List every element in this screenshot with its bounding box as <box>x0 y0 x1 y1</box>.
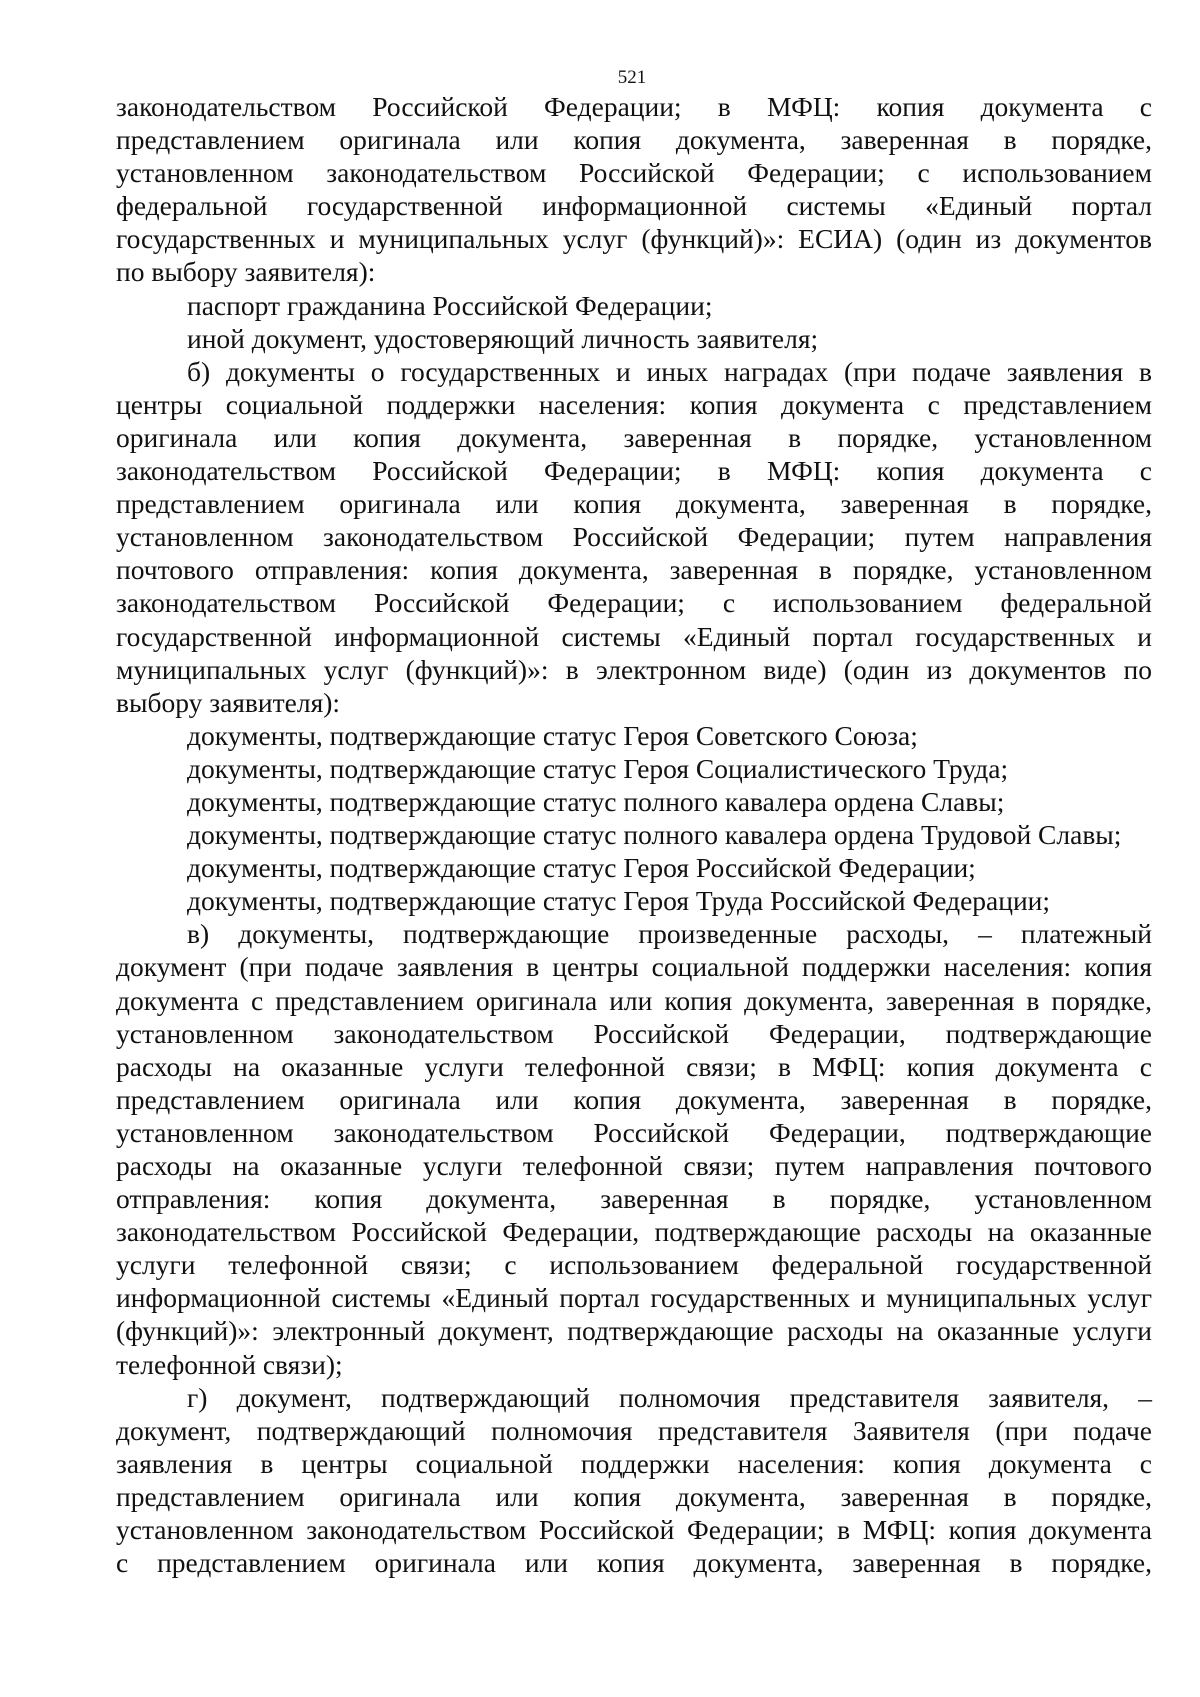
text-line: государственных и муниципальных услуг (функций)»: ЕСИА) (один из документов <box>116 223 1152 255</box>
text-line: с представлением оригинала или копия документа, заверенная в порядке, <box>116 1547 1152 1579</box>
text-line: законодательством Российской Федерации, подтверждающие расходы на оказанные <box>116 1216 1152 1248</box>
text-line: документ, подтверждающий полномочия представителя Заявителя (при подаче <box>116 1414 1152 1446</box>
text-line: паспорт гражданина Российской Федерации; <box>187 289 713 321</box>
text-line: отправления: копия документа, заверенная в порядке, установленном <box>116 1183 1152 1215</box>
text-line: документы, подтверждающие статус Героя Российской Федерации; <box>187 852 976 884</box>
text-line: документы, подтверждающие статус полного кавалера ордена Трудовой Славы; <box>187 819 1122 851</box>
text-line: оригинала или копия документа, заверенная в порядке, установленном <box>116 421 1152 453</box>
text-line: законодательством Российской Федерации; с использованием федеральной <box>116 587 1152 619</box>
text-line: иной документ, удостоверяющий личность заявителя; <box>187 322 819 354</box>
text-line: представлением оригинала или копия документа, заверенная в порядке, <box>116 488 1152 520</box>
text-line: представлением оригинала или копия документа, заверенная в порядке, <box>116 124 1152 156</box>
text-line: федеральной государственной информационной системы «Единый портал <box>116 190 1152 222</box>
text-line: документы, подтверждающие статус Героя Советского Союза; <box>187 719 918 751</box>
text-line: расходы на оказанные услуги телефонной связи; в МФЦ: копия документа с <box>116 1050 1152 1082</box>
text-line: установленном законодательством Российской Федерации; путем направления <box>116 521 1152 553</box>
text-line: центры социальной поддержки населения: копия документа с представлением <box>116 388 1152 420</box>
text-line: законодательством Российской Федерации; в МФЦ: копия документа с <box>116 91 1152 122</box>
page-number: 521 <box>617 67 647 88</box>
text-line: документы, подтверждающие статус полного кавалера ордена Славы; <box>187 785 1005 817</box>
text-line: б) документы о государственных и иных наградах (при подаче заявления в <box>187 355 1152 387</box>
text-line: документы, подтверждающие статус Героя Труда Российской Федерации; <box>187 885 1051 917</box>
text-line: телефонной связи); <box>116 1348 343 1380</box>
text-line: услуги телефонной связи; с использованием федеральной государственной <box>116 1249 1152 1281</box>
text-line: почтового отправления: копия документа, заверенная в порядке, установленном <box>116 554 1152 586</box>
text-line: представлением оригинала или копия документа, заверенная в порядке, <box>116 1083 1152 1115</box>
text-line: государственной информационной системы «Единый портал государственных и <box>116 620 1152 652</box>
text-line: муниципальных услуг (функций)»: в электронном виде) (один из документов по <box>116 653 1152 685</box>
document-body <box>116 90 1152 1579</box>
text-line: документы, подтверждающие статус Героя Социалистического Труда; <box>187 752 1009 784</box>
text-line: расходы на оказанные услуги телефонной связи; путем направления почтового <box>116 1150 1152 1181</box>
text-line: информационной системы «Единый портал государственных и муниципальных услуг <box>116 1282 1152 1314</box>
text-line: выбору заявителя): <box>116 686 341 718</box>
text-line: документа с представлением оригинала или копия документа, заверенная в порядке, <box>116 984 1152 1016</box>
text-line: документ (при подаче заявления в центры социальной поддержки населения: копия <box>116 951 1152 983</box>
text-line: заявления в центры социальной поддержки населения: копия документа с <box>116 1447 1152 1479</box>
text-line: по выбору заявителя): <box>116 256 376 288</box>
text-line: установленном законодательством Российской Федерации; с использованием <box>116 157 1152 189</box>
text-line: установленном законодательством Российской Федерации; в МФЦ: копия документа <box>116 1514 1152 1546</box>
text-line: в) документы, подтверждающие произведенные расходы, – платежный <box>187 918 1152 950</box>
text-line: установленном законодательством Российской Федерации, подтверждающие <box>116 1017 1152 1049</box>
text-line: законодательством Российской Федерации; в МФЦ: копия документа с <box>116 455 1152 487</box>
text-line: представлением оригинала или копия документа, заверенная в порядке, <box>116 1480 1152 1512</box>
text-line: (функций)»: электронный документ, подтверждающие расходы на оказанные услуги <box>116 1315 1152 1347</box>
text-line: г) документ, подтверждающий полномочия представителя заявителя, – <box>187 1381 1152 1413</box>
text-line: установленном законодательством Российской Федерации, подтверждающие <box>116 1116 1152 1148</box>
